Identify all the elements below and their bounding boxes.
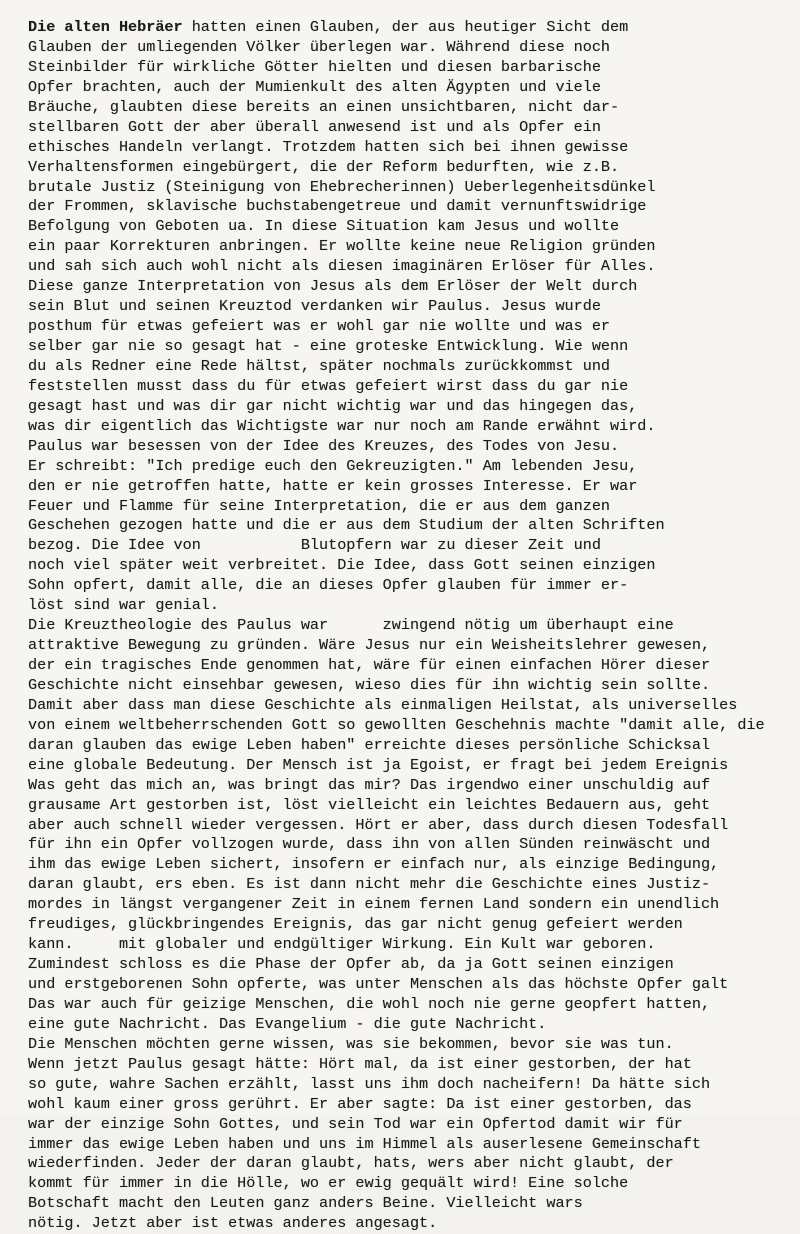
opening-words: Die alten Hebräer xyxy=(28,18,183,36)
text-line: freudiges, glückbringendes Ereignis, das gar nicht genug gefeiert werden xyxy=(28,915,683,934)
text-line: daran glauben das ewige Leben haben" erreichte dieses persönliche Schicksal xyxy=(28,735,711,754)
text-line: ein paar Korrekturen anbringen. Er wollte keine neue Religion gründen xyxy=(28,237,656,256)
text-line: Geschichte nicht einsehbar gewesen, wieso dies für ihn wichtig sein sollte. xyxy=(28,675,711,694)
text-line: Paulus war besessen von der Idee des Kreuzes, des Todes von Jesu. xyxy=(28,436,620,455)
text-line: selber gar nie so gesagt hat - eine groteske Entwicklung. Wie wenn xyxy=(28,337,629,355)
text-line: daran glaubt, ers eben. Es ist dann nicht mehr die Geschichte eines Justiz- xyxy=(28,875,711,894)
text-line: kann. mit globaler und endgültiger Wirkung. Ein Kult war geboren. xyxy=(28,935,656,954)
text-line: kommt für immer in die Hölle, wo er ewig gequält wird! Eine solche xyxy=(28,1174,629,1193)
text-line: Die Menschen möchten gerne wissen, was sie bekommen, bevor sie was tun. xyxy=(28,1034,674,1053)
text-line: wohl kaum einer gross gerührt. Er aber sagte: Da ist einer gestorben, das xyxy=(28,1094,692,1113)
text-line: für ihn ein Opfer vollzogen wurde, dass ihn von allen Sünden reinwäscht und xyxy=(28,835,711,854)
text-line: den er nie getroffen hatte, hatte er kein grosses Interesse. Er war xyxy=(28,476,638,495)
text-line: feststellen musst dass du für etwas gefeiert wirst dass du gar nie xyxy=(28,376,629,395)
text-line: nötig. Jetzt aber ist etwas anderes angesagt. xyxy=(28,1214,438,1233)
text-line: war der einzige Sohn Gottes, und sein Tod war ein Opfertod damit wir für xyxy=(28,1114,683,1133)
text-line: brutale Justiz (Steinigung von Ehebrecherinnen) Ueberlegenheitsdünkel xyxy=(28,177,656,196)
text-line: eine gute Nachricht. Das Evangelium - die gute Nachricht. xyxy=(28,1014,547,1033)
text-line: noch viel später weit verbreitet. Die Idee, dass Gott seinen einzigen xyxy=(28,556,656,575)
text-line: immer das ewige Leben haben und uns im Himmel als auserlesene Gemeinschaft xyxy=(28,1134,701,1153)
text-line: Steinbilder für wirkliche Götter hielten und diesen barbarische xyxy=(28,57,601,76)
text-line: gesagt hast und was dir gar nicht wichtig war und das hingegen das, xyxy=(28,396,638,415)
text-line: was dir eigentlich das Wichtigste war nur noch am Rande erwähnt wird. xyxy=(28,416,656,435)
text-line: Damit aber dass man diese Geschichte als einmaligen Heilstat, als universelles xyxy=(28,695,738,714)
text-line: Das war auch für geizige Menschen, die wohl noch nie gerne geopfert hatten, xyxy=(28,994,711,1013)
text-line: stellbaren Gott der aber überall anwesend ist und als Opfer ein xyxy=(28,117,601,136)
text-line: löst sind war genial. xyxy=(28,596,219,615)
text-line: Sohn opfert, damit alle, die an dieses Opfer glauben für immer er- xyxy=(28,576,629,595)
text-line: Wenn jetzt Paulus gesagt hätte: Hört mal, da ist einer gestorben, der hat xyxy=(28,1054,692,1073)
text-line: Er schreibt: "Ich predige euch den Gekreuzigten." Am lebenden Jesu, xyxy=(28,456,638,475)
text-line: ihm das ewige Leben sichert, insofern er einfach nur, als einzige Bedingung, xyxy=(28,855,720,874)
text-line: Bräuche, glaubten diese bereits an einen unsichtbaren, nicht dar- xyxy=(28,97,620,116)
text-line: posthum für etwas gefeiert was er wohl gar nie wollte und was er xyxy=(28,317,611,336)
text-line: Geschehen gezogen hatte und die er aus dem Studium der alten Schriften xyxy=(28,516,665,535)
text-line: Was geht das mich an, was bringt das mir? Das irgendwo einer unschuldig auf xyxy=(28,775,711,794)
text-line: wiederfinden. Jeder der daran glaubt, hats, wers aber nicht glaubt, der xyxy=(28,1154,674,1173)
text-line: der Frommen, sklavische buchstabengetreue und damit vernunftswidrige xyxy=(28,197,647,216)
text-line: von einem weltbeherrschenden Gott so gewollten Geschehnis machte "damit alle, die xyxy=(28,715,765,734)
text-line: Botschaft macht den Leuten ganz anders Beine. Vielleicht wars xyxy=(28,1194,583,1213)
text-line: ethisches Handeln verlangt. Trotzdem hatten sich bei ihnen gewisse xyxy=(28,137,629,156)
text-line: und erstgeborenen Sohn opferte, was unter Menschen als das höchste Opfer galt xyxy=(28,975,729,993)
text-line: sein Blut und seinen Kreuztod verdanken wir Paulus. Jesus wurde xyxy=(28,297,601,316)
text-line: und sah sich auch wohl nicht als diesen imaginären Erlöser für Alles. xyxy=(28,257,656,276)
text-line: du als Redner eine Rede hältst, später nochmals zurückkommst und xyxy=(28,356,611,375)
text-line: bezog. Die Idee von Blutopfern war zu dieser Zeit und xyxy=(28,536,601,555)
text-line: mordes in längst vergangener Zeit in einem fernen Land sondern ein unendlich xyxy=(28,895,720,914)
text-line: eine globale Bedeutung. Der Mensch ist ja Egoist, er fragt bei jedem Ereignis xyxy=(28,755,729,774)
typed-text-block xyxy=(28,18,778,1234)
first-line xyxy=(28,18,778,38)
text-line: Zumindest schloss es die Phase der Opfer ab, da ja Gott seinen einzigen xyxy=(28,955,674,974)
text-line: Opfer brachten, auch der Mumienkult des alten Ägypten und viele xyxy=(28,77,601,96)
text-line: der ein tragisches Ende genommen hat, wäre für einen einfachen Hörer dieser xyxy=(28,656,711,674)
first-line-rest: hatten einen Glauben, der aus heutiger Sicht dem xyxy=(182,18,629,36)
text-line: grausame Art gestorben ist, löst vielleicht ein leichtes Bedauern aus, geht xyxy=(28,795,711,814)
text-line: so gute, wahre Sachen erzählt, lasst uns ihm doch nacheifern! Da hätte sich xyxy=(28,1074,711,1093)
text-line: Glauben der umliegenden Völker überlegen war. Während diese noch xyxy=(28,37,611,56)
text-line: Diese ganze Interpretation von Jesus als dem Erlöser der Welt durch xyxy=(28,277,638,296)
text-line: attraktive Bewegung zu gründen. Wäre Jesus nur ein Weisheitslehrer gewesen, xyxy=(28,636,711,655)
text-line: aber auch schnell wieder vergessen. Hört er aber, dass durch diesen Todesfall xyxy=(28,815,729,834)
text-line: Verhaltensformen eingebürgert, die der Reform bedurften, wie z.B. xyxy=(28,157,620,176)
text-line: Befolgung von Geboten ua. In diese Situation kam Jesus und wollte xyxy=(28,217,620,236)
text-line: Die Kreuztheologie des Paulus war zwingend nötig um überhaupt eine xyxy=(28,616,674,635)
text-line: Feuer und Flamme für seine Interpretation, die er aus dem ganzen xyxy=(28,496,611,515)
